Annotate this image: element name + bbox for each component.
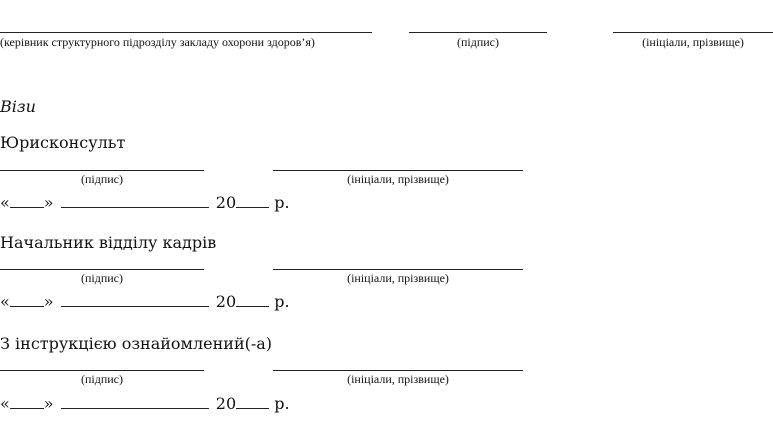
date-open-quote: «	[0, 394, 10, 413]
date-close-quote: »	[43, 292, 54, 311]
signature-line[interactable]	[0, 269, 204, 270]
date-close-quote: »	[43, 193, 54, 212]
name-caption: (ініціали, прізвище)	[347, 172, 449, 186]
signature-caption: (підпис)	[80, 271, 124, 285]
block-title-legal-adviser: Юрисконсульт	[0, 133, 126, 152]
year-blank[interactable]	[236, 394, 269, 409]
date-close-quote: »	[43, 394, 54, 413]
year-prefix: 20	[215, 193, 237, 212]
name-caption: (ініціали, прізвище)	[347, 271, 449, 285]
head-caption: (керівник структурного підрозділу закладу охорони здоров’я)	[0, 35, 315, 49]
month-blank[interactable]	[61, 394, 209, 409]
name-caption: (ініціали, прізвище)	[347, 372, 449, 386]
year-suffix: р.	[274, 394, 290, 413]
month-blank[interactable]	[61, 292, 209, 307]
top-name-line[interactable]	[613, 32, 773, 33]
date-open-quote: «	[0, 193, 10, 212]
year-suffix: р.	[274, 292, 290, 311]
date-line	[0, 394, 290, 413]
name-line[interactable]	[273, 269, 523, 270]
name-line[interactable]	[273, 370, 523, 371]
head-signature-line[interactable]	[0, 32, 372, 33]
year-blank[interactable]	[236, 292, 269, 307]
date-line	[0, 193, 290, 212]
top-signature-caption: (підпис)	[456, 35, 500, 49]
visas-title: Візи	[0, 97, 36, 116]
year-suffix: р.	[274, 193, 290, 212]
day-blank[interactable]	[10, 394, 44, 409]
year-blank[interactable]	[236, 193, 269, 208]
block-title-hr-head: Начальник відділу кадрів	[0, 233, 217, 252]
signature-line[interactable]	[0, 170, 204, 171]
signature-line[interactable]	[0, 370, 204, 371]
signature-caption: (підпис)	[80, 172, 124, 186]
top-name-caption: (ініціали, прізвище)	[642, 35, 744, 49]
day-blank[interactable]	[10, 193, 44, 208]
date-open-quote: «	[0, 292, 10, 311]
day-blank[interactable]	[10, 292, 44, 307]
signature-caption: (підпис)	[80, 372, 124, 386]
year-prefix: 20	[215, 394, 237, 413]
name-line[interactable]	[273, 170, 523, 171]
month-blank[interactable]	[61, 193, 209, 208]
year-prefix: 20	[215, 292, 237, 311]
date-line	[0, 292, 290, 311]
top-signature-line[interactable]	[409, 32, 547, 33]
block-title-acknowledged: З інструкцією ознайомлений(-а)	[0, 334, 273, 353]
